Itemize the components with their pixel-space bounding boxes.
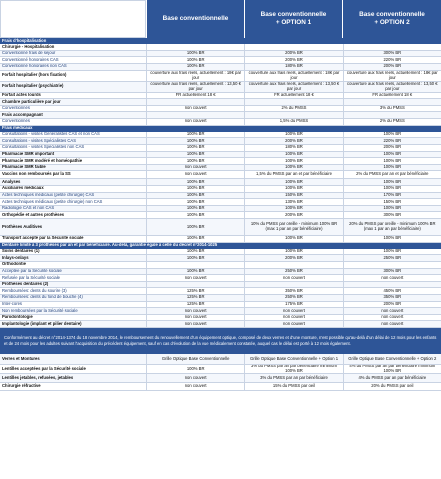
row-label: Actes techniques médicaux (petite chirurgie) non CAS: [2, 199, 103, 204]
option-2-value-cell: [343, 282, 441, 288]
row-label: Conventionné frais de séjour: [2, 50, 56, 56]
row-label: Forfait actes lourds: [2, 92, 41, 97]
option-1-value-cell: 130% BR: [244, 199, 342, 205]
row-label: Prothèses dentaires (2): [2, 281, 49, 287]
option-2-value-cell: couverture aux frais réels, actuellement : 18€ par jour: [343, 71, 441, 81]
option-2-value-cell: non couvert: [343, 275, 441, 281]
table-row: [0, 288, 441, 295]
table-row: [0, 219, 441, 236]
base-value-cell: FR actuellement 18 €: [146, 93, 244, 99]
option-1-value-cell: 180% BR: [244, 64, 342, 70]
row-label: Refusée par la Sécurité sociale: [2, 275, 60, 280]
table-row: [0, 171, 441, 179]
option-2-value-cell: 100% BR: [343, 158, 441, 164]
option-1-value-cell: 100% BR: [244, 132, 342, 138]
row-label: Non remboursées par la Sécurité sociale: [2, 308, 78, 313]
header-blank-cell: [0, 0, 146, 38]
option-1-value-cell: 150% BR: [244, 193, 342, 199]
base-value-cell: 100% BR: [146, 255, 244, 261]
base-value-cell: 100% BR: [146, 132, 244, 138]
option-1-value-cell: [244, 282, 342, 288]
table-row: [0, 282, 441, 289]
section-title: Frais d'hospitalisation: [2, 38, 47, 43]
base-value-cell: 100% BR: [146, 57, 244, 63]
option-1-value-cell: 350% BR: [244, 288, 342, 294]
row-label: Consultations - visites Spécialistes non CAS: [2, 145, 85, 150]
option-1-value-cell: 100% BR: [244, 152, 342, 158]
base-value-cell: non couvert: [146, 321, 244, 327]
option-2-value-cell: 220% BR: [343, 138, 441, 144]
note-text: Conformément au décret n°2014-1374 du 18 novembre 2014, le remboursement du renouvellement d'un équipement optique, composé de deux verres et d'une monture, n'est possible qu'au-delà d'un délai de 12 mois pour les enfants et de 24 mois pour les adultes suivant l'acquisition du précédent équipement, sauf en cas d'évolution de la vue médicalement constatée, auquel cas le délai est porté à 12 mois également.: [4, 335, 437, 346]
option-1-value-cell: [244, 99, 342, 105]
option-1-value-cell: 100% BR: [244, 186, 342, 192]
row-label: Pharmacie SMR important: [2, 151, 55, 156]
row-label: Vaccins non remboursés par la SS: [2, 171, 71, 177]
base-value-cell: 100% BR: [146, 186, 244, 192]
row-label: Orthodontie: [2, 262, 26, 267]
option-2-value-cell: 170% BR: [343, 193, 441, 199]
option-2-value-cell: non couvert: [343, 321, 441, 327]
row-label: Pharmacie SMR faible: [2, 164, 46, 170]
table-row: [0, 93, 441, 100]
table-row: [0, 51, 441, 58]
option-2-value-cell: 100% BR: [343, 165, 441, 171]
base-value-cell: 100% BR: [146, 199, 244, 205]
option-1-value-cell: 100% BR: [244, 236, 342, 242]
base-value-cell: Grille Optique Base Conventionnelle: [146, 354, 244, 364]
row-label: Inter-cores: [2, 301, 23, 306]
base-value-cell: non couvert: [146, 374, 244, 382]
option-2-value-cell: [343, 99, 441, 105]
option-1-value-cell: 1,5% du PMSS: [244, 119, 342, 125]
table-row: [0, 212, 441, 219]
table-row: [0, 138, 441, 145]
base-value-cell: 100% BR: [146, 179, 244, 185]
table-row: [0, 262, 441, 269]
option-2-value-cell: 300% BR: [343, 51, 441, 57]
table-row: [0, 106, 441, 113]
option-2-value-cell: 20% du PMSS par oreille - minimum 100% BR (max 1 par an par bénéficiaire): [343, 219, 441, 235]
table-header: [0, 0, 441, 38]
option-2-value-cell: 300% BR: [343, 212, 441, 218]
section-title: Dentaire limité à 3 prothèses par an et par bénéficiaire. Au-delà, garantie égale à celle du décret n°2014-1025: [2, 242, 218, 248]
option-2-value-cell: non couvert: [343, 308, 441, 314]
table-row: [0, 295, 441, 302]
base-value-cell: 100% BR: [146, 51, 244, 57]
base-value-cell: 125% BR: [146, 295, 244, 301]
option-2-value-cell: 300% BR: [343, 269, 441, 275]
option-1-value-cell: [244, 112, 342, 118]
base-value-cell: 100% BR: [146, 206, 244, 212]
table-row: [0, 165, 441, 172]
option-1-value-cell: non couvert: [244, 315, 342, 321]
table-row: [0, 132, 441, 139]
table-row: [0, 302, 441, 309]
base-value-cell: 100% BR: [146, 158, 244, 164]
option-2-value-cell: [343, 112, 441, 118]
option-1-value-cell: 180% BR: [244, 145, 342, 151]
option-2-value-cell: couverture aux frais réels, actuellement : 13,50 € par jour: [343, 82, 441, 92]
option-2-value-cell: 100% BR: [343, 206, 441, 212]
row-label: Verres et Montures: [2, 355, 40, 361]
option-1-value-cell: non couvert: [244, 275, 342, 281]
table-row: [0, 64, 441, 71]
table-row: [0, 374, 441, 383]
base-value-cell: [146, 262, 244, 268]
option-1-value-cell: Grille Optique Base Conventionnelle + Option 1: [244, 354, 342, 364]
option-1-value-cell: 2% du PMSS: [244, 106, 342, 112]
row-label: Prothèses Auditives: [2, 223, 43, 229]
option-2-value-cell: 2% du PMSS par an et par bénéficiaire: [343, 171, 441, 178]
table-row: [0, 249, 441, 256]
base-value-cell: 100% BR: [146, 249, 244, 255]
option-1-value-cell: couverture aux frais réels, actuellement : 13,50 € par jour: [244, 82, 342, 92]
table-row: [0, 99, 441, 106]
table-row: [0, 383, 441, 391]
table-row: [0, 193, 441, 200]
row-label: Parodontologie: [2, 314, 33, 320]
option-2-value-cell: 450% BR: [343, 288, 441, 294]
table-row: [0, 275, 441, 282]
base-value-cell: non couvert: [146, 165, 244, 171]
base-value-cell: [146, 44, 244, 50]
option-2-value-cell: 4% du PMSS par an par bénéficiaire: [343, 374, 441, 382]
base-value-cell: 125% BR: [146, 302, 244, 308]
base-value-cell: 100% BR: [146, 236, 244, 242]
table-row: [0, 269, 441, 276]
table-row: [0, 199, 441, 206]
option-1-value-cell: 250% BR: [244, 269, 342, 275]
option-1-value-cell: 175% BR: [244, 302, 342, 308]
base-value-cell: non couvert: [146, 119, 244, 125]
option-2-value-cell: 200% BR: [343, 64, 441, 70]
option-1-value-cell: [244, 262, 342, 268]
header-option-2: Base conventionnelle + OPTION 2: [342, 0, 441, 38]
base-value-cell: non couvert: [146, 308, 244, 314]
row-label: Forfait hospitalier (hors fixation): [2, 72, 67, 78]
option-1-value-cell: 100% BR: [244, 158, 342, 164]
option-2-value-cell: 200% BR: [343, 302, 441, 308]
table-row: [0, 82, 441, 93]
option-1-value-cell: 100% BR: [244, 249, 342, 255]
table-row: [0, 152, 441, 159]
base-value-cell: 100% BR: [146, 212, 244, 218]
row-label: Actes techniques médicaux (petite chirurgie) CAS: [2, 192, 95, 197]
base-value-cell: 100% BR: [146, 138, 244, 144]
table-row: [0, 255, 441, 262]
base-value-cell: 100% BR: [146, 145, 244, 151]
row-label: Conventionnés: [2, 119, 30, 124]
option-1-value-cell: 250% BR: [244, 295, 342, 301]
row-label: Analyses: [2, 179, 21, 184]
option-2-value-cell: 100% BR: [343, 186, 441, 192]
base-value-cell: non couvert: [146, 171, 244, 178]
row-label: Chirurgie réfractive: [2, 383, 41, 389]
table-row: [0, 236, 441, 243]
table-row: [0, 365, 441, 374]
row-label: Remboursées: dents du sourire (3): [2, 288, 67, 293]
option-1-value-cell: 200% BR: [244, 51, 342, 57]
option-2-value-cell: 2% du PMSS: [343, 119, 441, 125]
base-value-cell: 100% BR: [146, 365, 244, 373]
option-1-value-cell: 200% BR: [244, 57, 342, 63]
option-2-value-cell: 150% BR: [343, 199, 441, 205]
table-row: [0, 44, 441, 51]
row-label: Inlays-onlays: [2, 255, 29, 260]
option-2-value-cell: 100% BR: [343, 179, 441, 185]
header-base: Base conventionnelle: [146, 0, 244, 38]
option-2-value-cell: Grille Optique Base Conventionnelle + Option 2: [343, 354, 441, 364]
base-value-cell: non couvert: [146, 383, 244, 390]
table-row: [0, 308, 441, 315]
option-1-value-cell: 3% du PMSS par an par bénéficiaire minimum 100% BR: [244, 365, 342, 373]
table-row: [0, 119, 441, 126]
row-label: Orthopédie et autres prothèses: [2, 212, 65, 217]
option-1-value-cell: 1,5% du PMSS par an et par bénéficiaire: [244, 171, 342, 178]
row-label: Conventionné honoraires CAS: [2, 57, 59, 62]
row-label: Implantologie (implant et pilier dentaire): [2, 321, 82, 326]
option-2-value-cell: [343, 262, 441, 268]
table-row: [0, 71, 441, 82]
option-2-value-cell: 100% BR: [343, 236, 441, 242]
base-value-cell: non couvert: [146, 315, 244, 321]
row-label: Soins dentaires (1): [2, 248, 40, 254]
row-label: Consultations - visites Généralistes CAS et non CAS: [2, 131, 100, 137]
row-label: Chambre particulière par jour: [2, 99, 61, 104]
base-value-cell: [146, 99, 244, 105]
option-2-value-cell: 220% BR: [343, 57, 441, 63]
table-row: [0, 179, 441, 186]
table-row: [0, 206, 441, 213]
option-1-value-cell: couverture aux frais réels, actuellement : 18€ par jour: [244, 71, 342, 81]
base-value-cell: 100% BR: [146, 269, 244, 275]
option-2-value-cell: [343, 44, 441, 50]
row-label: Auxiliaires médicaux: [2, 186, 44, 191]
row-label: Radiologie CAS et non CAS: [2, 205, 55, 211]
table-row: [0, 315, 441, 322]
option-2-value-cell: 100% BR: [343, 132, 441, 138]
row-label: Conventionnés: [2, 105, 30, 111]
option-1-value-cell: non couvert: [244, 308, 342, 314]
option-1-value-cell: FR actuellement 18 €: [244, 93, 342, 99]
row-label: Consultations - visites Spécialistes CAS: [2, 138, 77, 143]
option-2-value-cell: 350% BR: [343, 295, 441, 301]
option-2-value-cell: 200% BR: [343, 145, 441, 151]
table-row: [0, 186, 441, 193]
option-1-value-cell: 3% du PMSS par an par bénéficiaire: [244, 374, 342, 382]
row-label: Transport accepté par la Sécurité sociale: [2, 236, 84, 241]
option-1-value-cell: 15% du PMSS par oeil: [244, 383, 342, 390]
option-1-value-cell: 200% BR: [244, 255, 342, 261]
option-2-value-cell: non couvert: [343, 315, 441, 321]
row-label: Frais accompagnant: [2, 112, 43, 117]
option-1-value-cell: 200% BR: [244, 138, 342, 144]
base-value-cell: [146, 282, 244, 288]
option-1-value-cell: 10% du PMSS par oreille - minimum 100% BR (max 1 par an par bénéficiaire): [244, 219, 342, 235]
option-1-value-cell: 100% BR: [244, 165, 342, 171]
option-1-value-cell: [244, 44, 342, 50]
row-label: Acceptée par la Sécurité sociale: [2, 268, 62, 273]
option-2-value-cell: 4% du PMSS par an par bénéficiaire minimum 100% BR: [343, 365, 441, 373]
table-row: [0, 354, 441, 365]
row-label: Lentilles acceptées par la Sécurité sociale: [2, 365, 86, 371]
header-option-1: Base conventionnelle + OPTION 1: [244, 0, 342, 38]
row-label: Lentilles jetables, refusées, jetables: [2, 374, 74, 380]
base-value-cell: 100% BR: [146, 64, 244, 70]
option-2-value-cell: 20% du PMSS par oeil: [343, 383, 441, 390]
base-value-cell: 100% BR: [146, 193, 244, 199]
row-label: Pharmacie SMR modéré et homéopathie: [2, 158, 83, 163]
option-2-value-cell: 250% BR: [343, 255, 441, 261]
option-2-value-cell: 3% du PMSS: [343, 106, 441, 112]
section-title: Frais médicaux: [2, 125, 33, 131]
base-value-cell: [146, 112, 244, 118]
base-value-cell: non couvert: [146, 106, 244, 112]
base-value-cell: couverture aux frais réels, actuellement : 13,50 € par jour: [146, 82, 244, 92]
option-2-value-cell: FR actuellement 18 €: [343, 93, 441, 99]
row-label: Remboursées: dents du fond de bouche (4): [2, 295, 83, 300]
row-label: Forfait hospitalier (psychiatrie): [2, 83, 64, 89]
option-1-value-cell: 100% BR: [244, 179, 342, 185]
row-label: Conventionné honoraires non CAS: [2, 64, 67, 69]
base-value-cell: 125% BR: [146, 288, 244, 294]
row-label: Chirurgie - Hospitalisation: [2, 44, 55, 49]
note-row: [0, 328, 441, 354]
base-value-cell: 100% BR: [146, 219, 244, 235]
option-1-value-cell: non couvert: [244, 321, 342, 327]
table-row: [0, 321, 441, 328]
option-2-value-cell: 100% BR: [343, 249, 441, 255]
base-value-cell: 100% BR: [146, 152, 244, 158]
table-row: [0, 57, 441, 64]
table-row: [0, 145, 441, 152]
table-row: [0, 112, 441, 119]
table-row: [0, 158, 441, 165]
option-1-value-cell: 100% BR: [244, 206, 342, 212]
option-2-value-cell: 100% BR: [343, 152, 441, 158]
option-1-value-cell: 200% BR: [244, 212, 342, 218]
base-value-cell: couverture aux frais réels, actuellement : 18€ par jour: [146, 71, 244, 81]
base-value-cell: non couvert: [146, 275, 244, 281]
